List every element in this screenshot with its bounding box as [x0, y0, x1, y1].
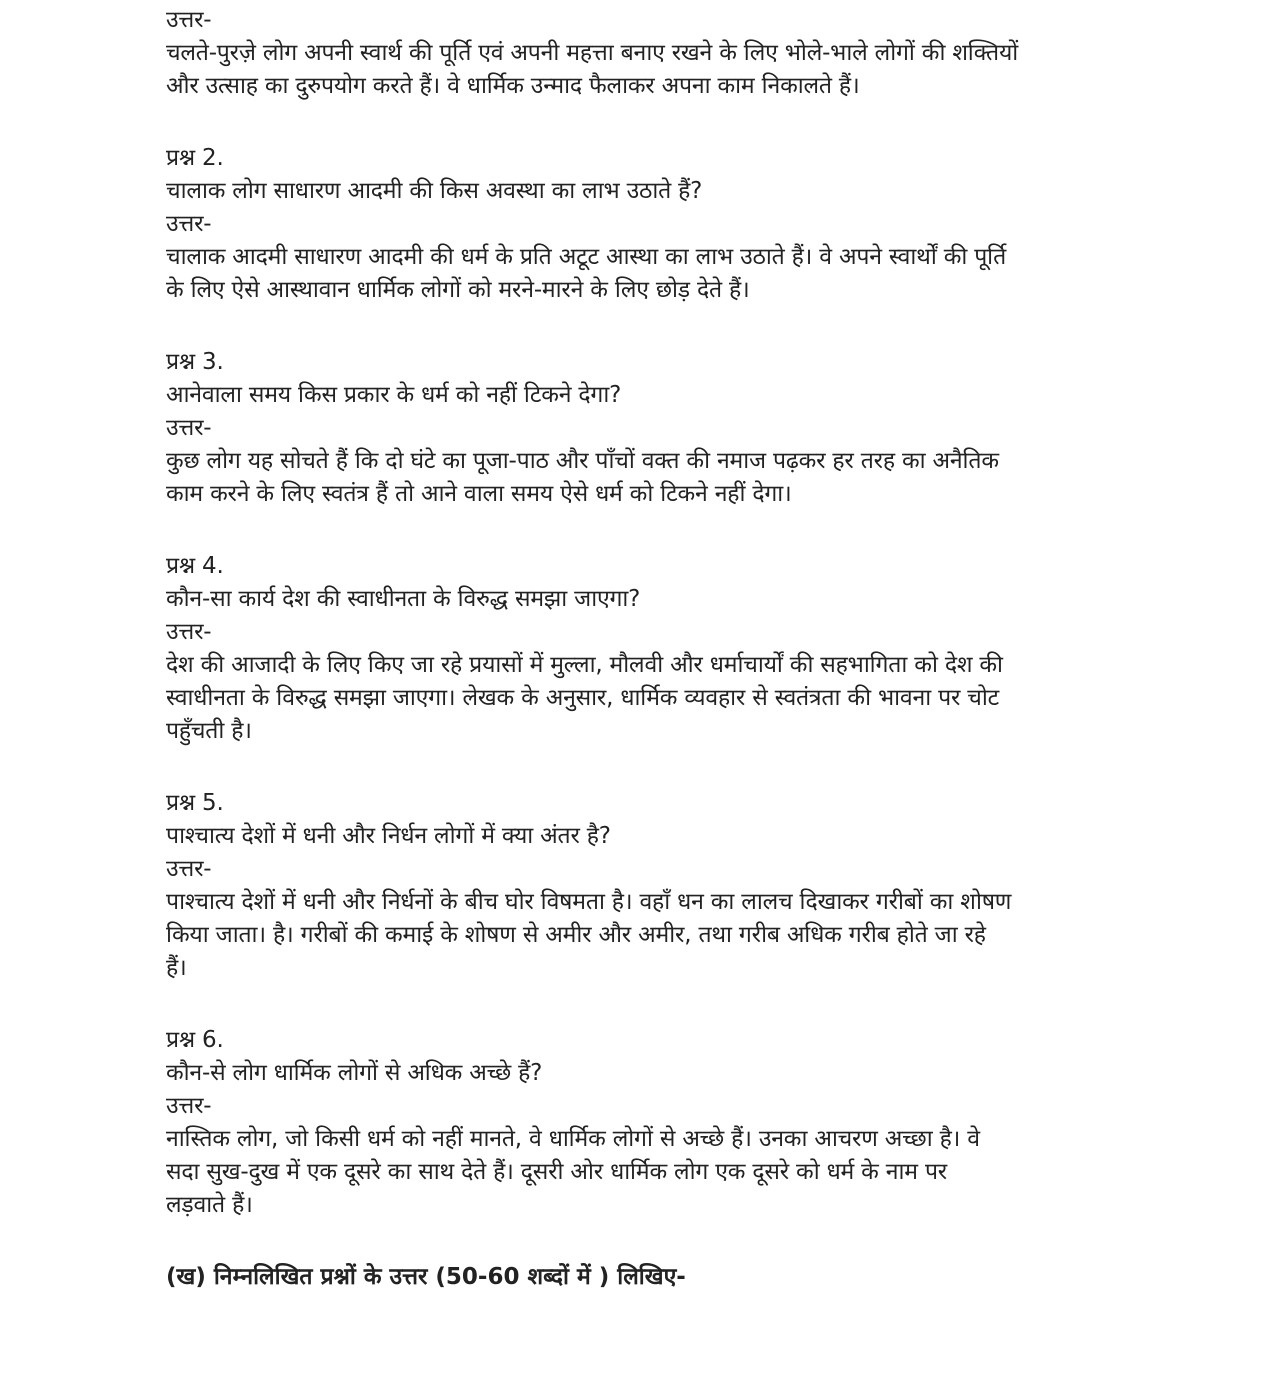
answer-label: उत्तर-	[166, 1093, 212, 1119]
question-number: प्रश्न 6.	[166, 1027, 224, 1053]
question-text: पाश्चात्य देशों में धनी और निर्धन लोगों में क्या अंतर है?	[166, 823, 611, 849]
intro-answer-block	[166, 4, 1146, 103]
answer-line: स्वाधीनता के विरुद्ध समझा जाएगा। लेखक के अनुसार, धार्मिक व्यवहार से स्वतंत्रता की भावना पर चोट	[166, 685, 1000, 711]
question-block-2	[166, 142, 1146, 307]
question-number: प्रश्न 3.	[166, 349, 224, 375]
answer-line: किया जाता। है। गरीबों की कमाई के शोषण से अमीर और अमीर, तथा गरीब अधिक गरीब होते जा रहे	[166, 922, 986, 948]
question-number: प्रश्न 2.	[166, 145, 224, 171]
answer-line: के लिए ऐसे आस्थावान धार्मिक लोगों को मरने-मारने के लिए छोड़ देते हैं।	[166, 277, 750, 303]
question-block-3	[166, 346, 1146, 511]
answer-line: नास्तिक लोग, जो किसी धर्म को नहीं मानते, वे धार्मिक लोगों से अच्छे हैं। उनका आचरण अच्छा है। वे	[166, 1126, 980, 1152]
answer-label: उत्तर-	[166, 415, 212, 441]
question-text: आनेवाला समय किस प्रकार के धर्म को नहीं टिकने देगा?	[166, 382, 622, 408]
question-text: चालाक लोग साधारण आदमी की किस अवस्था का लाभ उठाते हैं?	[166, 178, 703, 204]
question-text: कौन-से लोग धार्मिक लोगों से अधिक अच्छे हैं?	[166, 1060, 543, 1086]
document-page	[166, 4, 1146, 1294]
answer-line: पाश्चात्य देशों में धनी और निर्धनों के बीच घोर विषमता है। वहाँ धन का लालच दिखाकर गरीबों का शोषण	[166, 889, 1012, 915]
answer-line: कुछ लोग यह सोचते हैं कि दो घंटे का पूजा-पाठ और पाँचों वक्त की नमाज पढ़कर हर तरह का अनैतिक	[166, 448, 999, 474]
answer-line: लड़वाते हैं।	[166, 1192, 253, 1218]
answer-label: उत्तर-	[166, 211, 212, 237]
answer-line: सदा सुख-दुख में एक दूसरे का साथ देते हैं। दूसरी ओर धार्मिक लोग एक दूसरे को धर्म के नाम पर	[166, 1159, 948, 1185]
answer-label: उत्तर-	[166, 7, 212, 33]
answer-line: चलते-पुरज़े लोग अपनी स्वार्थ की पूर्ति एवं अपनी महत्ता बनाए रखने के लिए भोले-भाले लोगों की शक्तियों	[166, 40, 1019, 66]
answer-line: देश की आजादी के लिए किए जा रहे प्रयासों में मुल्ला, मौलवी और धर्माचार्यों की सहभागिता को देश की	[166, 652, 1003, 678]
answer-line: पहुँचती है।	[166, 718, 252, 744]
answer-label: उत्तर-	[166, 856, 212, 882]
question-block-4	[166, 550, 1146, 748]
answer-label: उत्तर-	[166, 619, 212, 645]
answer-line: हैं।	[166, 955, 187, 981]
question-block-5	[166, 787, 1146, 985]
question-number: प्रश्न 4.	[166, 553, 224, 579]
answer-line: चालाक आदमी साधारण आदमी की धर्म के प्रति अटूट आस्था का लाभ उठाते हैं। वे अपने स्वार्थों की पूर्ति	[166, 244, 1007, 270]
question-number: प्रश्न 5.	[166, 790, 224, 816]
section-heading: (ख) निम्नलिखित प्रश्नों के उत्तर (50-60 शब्दों में ) लिखिए-	[166, 1264, 686, 1290]
answer-line: और उत्साह का दुरुपयोग करते हैं। वे धार्मिक उन्माद फैलाकर अपना काम निकालते हैं।	[166, 73, 860, 99]
question-block-6	[166, 1024, 1146, 1222]
question-text: कौन-सा कार्य देश की स्वाधीनता के विरुद्ध समझा जाएगा?	[166, 586, 641, 612]
answer-line: काम करने के लिए स्वतंत्र हैं तो आने वाला समय ऐसे धर्म को टिकने नहीं देगा।	[166, 481, 792, 507]
